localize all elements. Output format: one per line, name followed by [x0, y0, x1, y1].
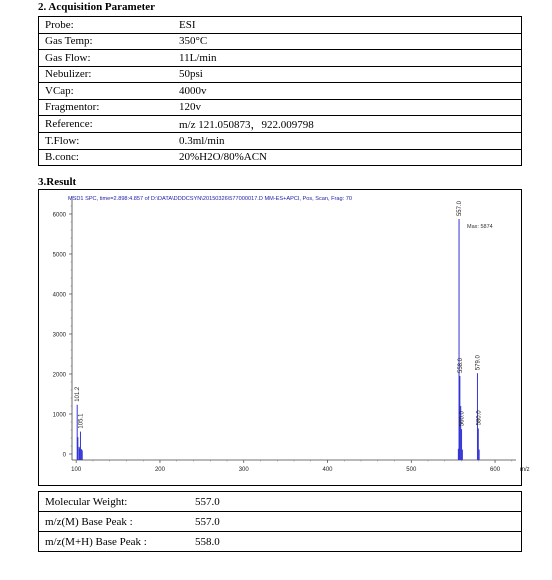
- x-tick-label: 300: [238, 467, 249, 473]
- row-value: 11L/min: [173, 50, 522, 67]
- row-label: Molecular Weight:: [39, 492, 190, 512]
- y-tick-label: 3000: [52, 332, 66, 339]
- y-tick-label: 5000: [52, 252, 66, 259]
- max-annotation: Max: 5874: [467, 224, 493, 230]
- row-value: 557.0: [189, 512, 522, 532]
- y-tick-label: 4000: [52, 292, 66, 299]
- row-label: m/z(M+H) Base Peak :: [39, 532, 190, 552]
- peak-label: 580.0: [476, 410, 483, 426]
- y-tick-label: 0: [62, 452, 66, 459]
- row-value: 558.0: [189, 532, 522, 552]
- row-value: 0.3ml/min: [173, 133, 522, 150]
- acquisition-section-title: 2. Acquisition Parameter: [38, 1, 156, 13]
- row-label: T.Flow:: [39, 133, 174, 150]
- x-tick-label: 500: [406, 467, 417, 473]
- x-tick-label: 100: [71, 467, 82, 473]
- row-label: Reference:: [39, 116, 174, 133]
- row-label: Gas Flow:: [39, 50, 174, 67]
- row-value: 557.0: [189, 492, 522, 512]
- row-label: m/z(M) Base Peak :: [39, 512, 190, 532]
- peak-label: 558.0: [457, 357, 464, 373]
- result-row: [39, 512, 522, 532]
- row-value: ESI: [173, 17, 522, 34]
- peak-label: 557.0: [457, 201, 464, 217]
- row-label: Gas Temp:: [39, 33, 174, 50]
- row-label: Nebulizer:: [39, 66, 174, 83]
- x-axis-label: m/z: [520, 467, 530, 473]
- x-tick-label: 600: [490, 467, 501, 473]
- y-tick-label: 2000: [52, 372, 66, 379]
- peak-label: 101.2: [75, 386, 82, 402]
- result-row: [39, 532, 522, 552]
- y-tick-label: 6000: [52, 212, 66, 219]
- row-value: m/z 121.050873，922.009798: [173, 116, 522, 133]
- peak-label: 579.0: [475, 355, 482, 371]
- result-summary-table: [38, 491, 522, 552]
- peak-label: 560.0: [459, 411, 466, 427]
- row-label: B.conc:: [39, 149, 174, 166]
- x-tick-label: 400: [322, 467, 333, 473]
- row-value: 20%H2O/80%ACN: [173, 149, 522, 166]
- row-value: 350°C: [173, 33, 522, 50]
- row-value: 50psi: [173, 66, 522, 83]
- result-section-title: 3.Result: [38, 176, 77, 188]
- row-label: Fragmentor:: [39, 99, 174, 116]
- row-label: VCap:: [39, 83, 174, 100]
- row-label: Probe:: [39, 17, 174, 34]
- chart-title: MSD1 SPC, time=2.898:4.857 of D:\DATA\DDDCSYN\20150326\577000017.D MM-ES+APCI, Pos, Scan, Frag: 70: [68, 196, 352, 202]
- row-value: 4000v: [173, 83, 522, 100]
- y-tick-label: 1000: [52, 412, 66, 419]
- row-value: 120v: [173, 99, 522, 116]
- x-tick-label: 200: [154, 467, 165, 473]
- peak-label: 105.1: [78, 413, 85, 429]
- result-row: [39, 492, 522, 512]
